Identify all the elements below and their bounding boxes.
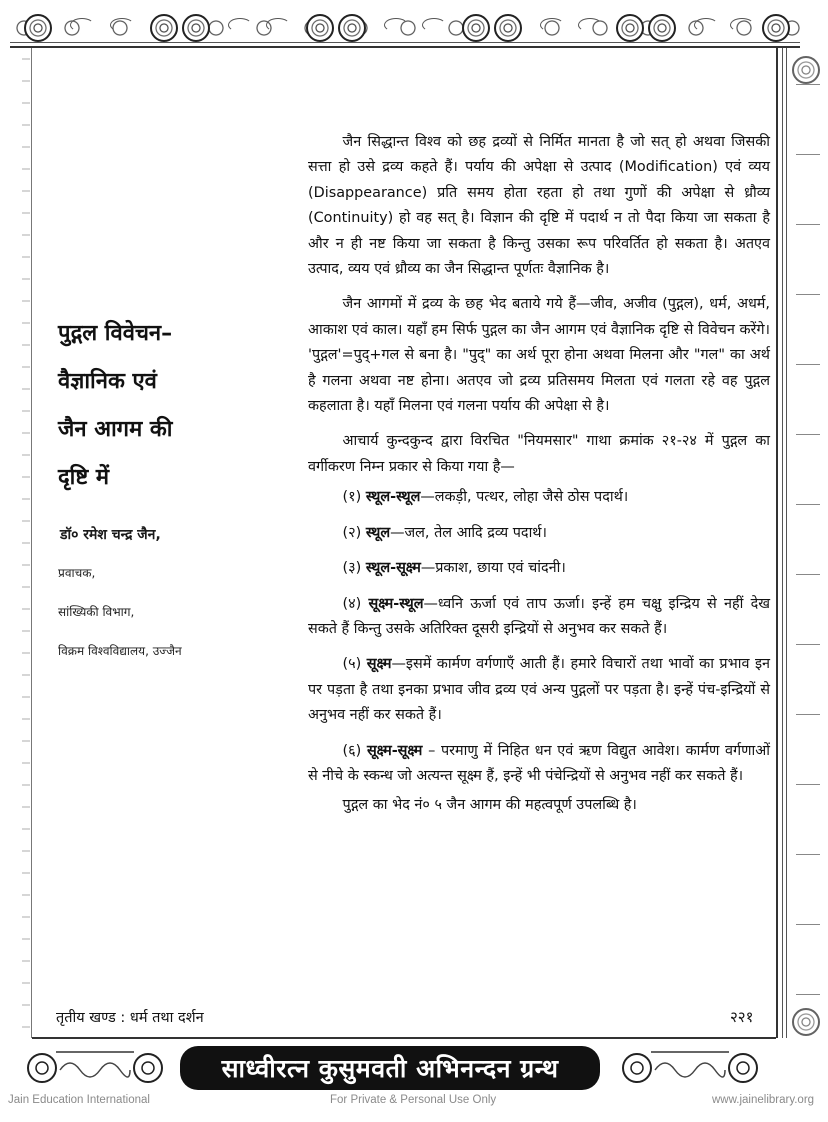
rosette-ornament-icon xyxy=(792,1008,820,1036)
classification-item xyxy=(308,652,770,728)
classification-description: – परमाणु में निहित धन एवं ऋण विद्युत आवेश। कार्मण वर्गणाओं से नीचे के स्कन्ध जो अत्यन्त सूक्ष्म हैं, इन्हें भी पंचेन्द्रियों से अनुभव नहीं कर सकते हैं। xyxy=(308,742,770,784)
rosette-ornament-icon xyxy=(494,14,522,42)
watermark-publisher: Jain Education International xyxy=(8,1094,150,1106)
classification-term: स्थूल-सूक्ष्म xyxy=(365,560,421,577)
article-body xyxy=(308,130,770,819)
scroll-ornament-icon xyxy=(70,18,94,32)
book-title: साध्वीरत्न कुसुमवती अभिनन्दन ग्रन्थ xyxy=(221,1054,559,1083)
ornamental-border-bottom xyxy=(32,1037,776,1039)
author-info xyxy=(58,525,298,681)
rosette-ornament-icon xyxy=(462,14,490,42)
rosette-ornament-icon xyxy=(306,14,334,42)
classification-item xyxy=(308,521,770,546)
classification-term: स्थूल xyxy=(365,524,391,541)
page-number: २२१ xyxy=(730,1008,754,1026)
scroll-ornament-icon xyxy=(540,18,564,32)
classification-number: (२) xyxy=(342,524,362,541)
author-department: सांख्यिकी विभाग, xyxy=(58,605,135,619)
watermark-usage-note: For Private & Personal Use Only xyxy=(330,1094,497,1106)
article-title-line: दृष्टि में xyxy=(58,465,110,490)
scroll-ornament-icon xyxy=(110,18,134,32)
closing-statement: पुद्गल का भेद नं० ५ जैन आगम की महत्वपूर्ण उपलब्धि है। xyxy=(342,797,637,814)
rosette-ornament-icon xyxy=(150,14,178,42)
author-designation: प्रवाचक, xyxy=(58,566,96,580)
book-title-banner xyxy=(180,1046,600,1090)
ornamental-border-left xyxy=(20,48,32,1038)
article-title xyxy=(58,310,288,502)
scroll-ornament-icon xyxy=(228,18,252,32)
article-title-line: जैन आगम की xyxy=(58,417,173,442)
ornamental-border-top xyxy=(10,8,800,48)
body-paragraph: जैन सिद्धान्त विश्व को छह द्रव्यों से निर्मित मानता है जो सत् हो अथवा जिसकी सत्ता हो उसे द्रव्य कहते हैं। पर्याय की अपेक्षा से उत्पाद (Modification) एवं व्यय (Disappearance) प्रति समय होता रहता हो तथा गुणों की अपेक्षा से ध्रौव्य (Continuity) हो वह सत् है। विज्ञान की दृष्टि में पदार्थ न तो पैदा किया जा सकता है और न ही नष्ट किया जा सकता है किन्तु उसका रूप परिवर्तित हो सकता है। अतएव उत्पाद, व्यय एवं ध्रौव्य का जैन सिद्धान्त पूर्णतः वैज्ञानिक है। xyxy=(308,134,770,278)
watermark-website-link[interactable]: www.jainelibrary.org xyxy=(712,1094,815,1106)
classification-term: सूक्ष्म xyxy=(366,656,392,673)
article-title-line: पुद्गल विवेचन– xyxy=(58,321,173,346)
scroll-ornament-icon xyxy=(694,18,718,32)
classification-term: स्थूल-स्थूल xyxy=(365,489,421,506)
classification-description: —इसमें कार्मण वर्गणाएँ आती हैं। हमारे विचारों तथा भावों का प्रभाव इन पर पड़ता है तथा इनका प्रभाव जीव द्रव्य एवं अन्य पुद्गलों पर पड़ता है। इन्हें पंच-इन्द्रियों से अनुभव नहीं कर सकते हैं। xyxy=(308,656,770,724)
floral-ornament-icon xyxy=(20,1046,170,1086)
classification-term: सूक्ष्म-स्थूल xyxy=(368,595,424,612)
rosette-ornament-icon xyxy=(648,14,676,42)
section-label: तृतीय खण्ड : धर्म तथा दर्शन xyxy=(56,1010,204,1026)
floral-ornament-icon xyxy=(615,1046,765,1086)
scroll-ornament-icon xyxy=(384,18,408,32)
rosette-ornament-icon xyxy=(338,14,366,42)
classification-description: —ध्वनि ऊर्जा एवं ताप ऊर्जा। इन्हें हम चक्षु इन्द्रिय से नहीं देख सकते हैं किन्तु उसके अतिरिक्त दूसरी इन्द्रियों से अनुभव कर सकते हैं। xyxy=(308,595,770,637)
classification-item xyxy=(308,592,770,643)
rosette-ornament-icon xyxy=(24,14,52,42)
classification-number: (४) xyxy=(342,595,362,612)
classification-description: —जल, तेल आदि द्रव्य पदार्थ। xyxy=(390,524,547,541)
rosette-ornament-icon xyxy=(762,14,790,42)
classification-number: (६) xyxy=(342,742,362,759)
classification-number: (३) xyxy=(342,560,362,577)
scroll-ornament-icon xyxy=(578,18,602,32)
classification-item xyxy=(308,739,770,790)
classification-item xyxy=(308,556,770,581)
classification-number: (५) xyxy=(342,656,362,673)
rosette-ornament-icon xyxy=(792,56,820,84)
author-name: डॉ० रमेश चन्द्र जैन, xyxy=(60,527,161,543)
classification-number: (१) xyxy=(342,489,362,506)
article-title-line: वैज्ञानिक एवं xyxy=(58,369,157,394)
body-paragraph: जैन आगमों में द्रव्य के छह भेद बताये गये हैं—जीव, अजीव (पुद्गल), धर्म, अधर्म, आकाश एवं काल। यहाँ हम सिर्फ पुद्गल का जैन आगम एवं वैज्ञानिक दृष्टि से विवेचन करेंगे। 'पुद्गल'=पुद्+गल से बना है। "पुद्" का अर्थ पूरा होना अथवा मिलना और "गल" का अर्थ है गलना अथवा नष्ट होना। अतएव जो द्रव्य प्रतिसमय मिलता एवं गलता रहे वह पुद्गल कहलाता है। यहाँ मिलना एवं गलना पर्याय की अपेक्षा से है। xyxy=(308,296,770,415)
classification-description: —लकड़ी, पत्थर, लोहा जैसे ठोस पदार्थ। xyxy=(420,489,629,506)
scroll-ornament-icon xyxy=(730,18,754,32)
body-paragraph: आचार्य कुन्दकुन्द द्वारा विरचित "नियमसार" गाथा क्रमांक २१-२४ में पुद्गल का वर्गीकरण निम्न प्रकार से किया गया है— xyxy=(308,433,770,475)
classification-item xyxy=(308,485,770,510)
ornamental-border-right xyxy=(776,48,796,1038)
rosette-ornament-icon xyxy=(616,14,644,42)
rosette-ornament-icon xyxy=(182,14,210,42)
scroll-ornament-icon xyxy=(422,18,446,32)
ornamental-border-right-scrollwork xyxy=(796,48,820,1038)
author-institution: विक्रम विश्वविद्यालय, उज्जैन xyxy=(58,644,182,658)
classification-description: —प्रकाश, छाया एवं चांदनी। xyxy=(420,560,566,577)
scroll-ornament-icon xyxy=(266,18,290,32)
classification-term: सूक्ष्म-सूक्ष्म xyxy=(366,742,423,759)
